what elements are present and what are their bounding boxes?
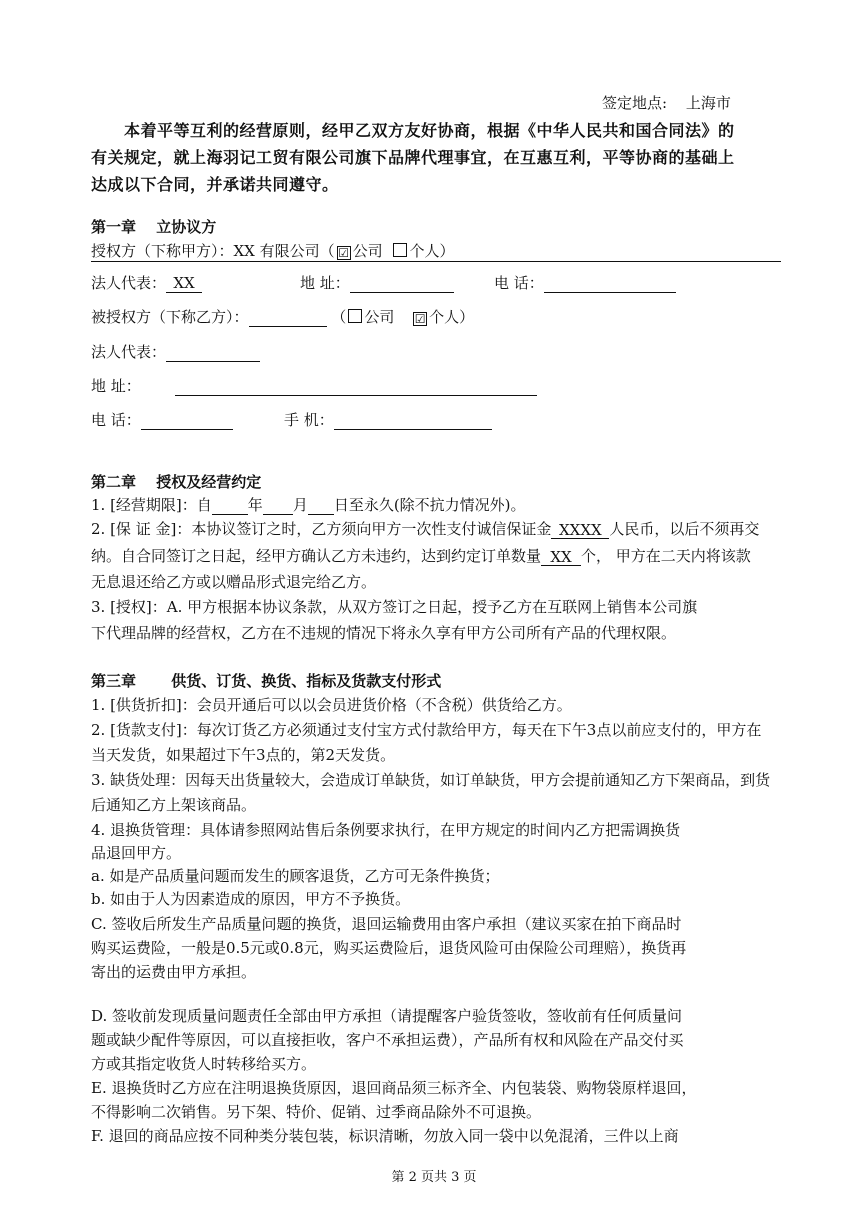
ch2-item-1	[91, 495, 781, 515]
term-month: 月	[292, 496, 308, 514]
b-legal-rep-blank[interactable]	[166, 343, 260, 362]
order-qty[interactable]: XX	[541, 547, 581, 566]
term-year: 年	[247, 496, 263, 514]
ch3-line: 寄出的运费由甲方承担。	[91, 963, 257, 981]
signing-place-label: 签定地点:	[602, 94, 668, 112]
ch3-line: 2. [货款支付]：每次订货乙方必须通过支付宝方式付款给甲方，每天在下午3点以前应支付的，甲方在	[91, 721, 762, 739]
deposit-text-a: 2. [保 证 金]：本协议签订之时，乙方须向甲方一次性支付诚信保证金	[91, 520, 552, 538]
order-qty-text-a: 纳。自合同签订之日起，经甲方确认乙方未违约，达到约定订单数量	[91, 547, 542, 565]
checkbox-individual-b[interactable]: ☑	[414, 312, 426, 326]
legal-rep-value[interactable]: XX	[166, 274, 202, 293]
ch2-item-3-line-2: 下代理品牌的经营权，乙方在不违规的情况下将永久享有甲方公司所有产品的代理权限。	[91, 624, 677, 642]
ch3-line: 3. 缺货处理：因每天出货量较大，会造成订单缺货，如订单缺货，甲方会提前通知乙方下架商品，到货	[91, 771, 771, 789]
order-qty-text-b: 个， 甲方在二天内将该款	[581, 547, 751, 565]
party-b-blank[interactable]	[249, 308, 327, 327]
phone-blank[interactable]	[544, 274, 676, 293]
deposit-amount[interactable]: XXXX	[551, 520, 609, 539]
ch3-line: 后通知乙方上架该商品。	[91, 796, 257, 814]
intro-line-2: 有关规定，就上海羽记工贸有限公司旗下品牌代理事宜，在互惠互利，平等协商的基础上	[91, 148, 735, 167]
ch3-line: b. 如由于人为因素造成的原因，甲方不予换货。	[91, 890, 411, 908]
ch3-line: 当天发货，如果超过下午3点的，第2天发货。	[91, 746, 396, 764]
page-number-footer: 第 2 页共 3 页	[391, 1170, 477, 1185]
ch3-line: 1. [供货折扣]：会员开通后可以以会员进货价格（不含税）供货给乙方。	[91, 696, 572, 714]
signing-place-value: 上海市	[685, 94, 731, 112]
phone-label: 电 话：	[494, 274, 544, 292]
phone-row	[494, 272, 676, 293]
address-row	[300, 272, 454, 293]
party-a-line	[91, 240, 454, 261]
party-b-line	[91, 306, 474, 327]
checkbox-company-b[interactable]	[348, 309, 362, 323]
legal-rep-row	[91, 272, 202, 293]
ch3-line: 题或缺少配件等原因，可以直接拒收，客户不承担运费），产品所有权和风险在产品交付买	[91, 1031, 684, 1049]
b-legal-rep-row	[91, 341, 260, 362]
b-phone-blank[interactable]	[141, 411, 233, 430]
ch3-line: F. 退回的商品应按不同种类分装包装，标识清晰，勿放入同一袋中以免混淆，三件以上商	[91, 1127, 679, 1145]
ch3-line: E. 退换货时乙方应在注明退换货原因，退回商品须三标齐全、内包装袋、购物袋原样退回，	[91, 1079, 697, 1097]
divider	[91, 261, 781, 262]
start-year-blank[interactable]	[212, 496, 248, 515]
start-month-blank[interactable]	[263, 496, 293, 515]
ch3-line: D. 签收前发现质量问题责任全部由甲方承担（请提醒客户验货签收，签收前有任何质量问	[91, 1007, 683, 1025]
intro-line-1: 本着平等互利的经营原则，经甲乙双方友好协商，根据《中华人民共和国合同法》的	[124, 121, 735, 140]
b-legal-rep-label: 法人代表：	[91, 343, 167, 361]
intro-line-3: 达成以下合同，并承诺共同遵守。	[91, 175, 339, 194]
ch3-line: 不得影响二次销售。另下架、特价、促销、过季商品除外不可退换。	[91, 1103, 542, 1121]
party-b-label: 被授权方（下称乙方）：	[91, 308, 249, 326]
b-address-row	[91, 375, 537, 396]
term-text-a: 1. [经营期限]：自	[91, 496, 212, 514]
party-b-opt-individual: 个人）	[429, 308, 475, 326]
b-mobile-row	[284, 409, 492, 430]
ch3-line: a. 如是产品质量问题而发生的顾客退货，乙方可无条件换货；	[91, 867, 500, 885]
deposit-text-b: 人民币，以后不须再交	[609, 520, 760, 538]
party-b-opt-company: 公司	[364, 308, 395, 326]
address-blank[interactable]	[350, 274, 454, 293]
term-text-d: 日至永久(除不抗力情况外)。	[333, 496, 526, 514]
ch3-line: C. 签收后所发生产品质量问题的换货，退回运输费用由客户承担（建议买家在拍下商品时	[91, 915, 682, 933]
b-mobile-label: 手 机：	[284, 411, 334, 429]
ch3-line: 购买运费险，一般是0.5元或0.8元，购买运费险后，退货风险可由保险公司理赔），换货再	[91, 939, 687, 957]
party-a-opt-individual: 个人）	[409, 242, 455, 260]
address-label: 地 址：	[300, 274, 350, 292]
ch2-item-2-line-2	[91, 546, 781, 566]
party-a-opt-company: 公司	[352, 242, 383, 260]
legal-rep-label: 法人代表：	[91, 274, 167, 292]
chapter-1-title: 第一章 立协议方	[91, 218, 217, 236]
b-address-label: 地 址：	[91, 377, 141, 395]
party-a-label: 授权方（下称甲方）：XX 有限公司（	[91, 242, 335, 260]
ch2-item-3-line-1: 3. [授权]：A. 甲方根据本协议条款，从双方签订之日起，授予乙方在互联网上销售本公司旗	[91, 598, 698, 616]
chapter-2-title: 第二章 授权及经营约定	[91, 473, 262, 491]
ch3-line: 方或其指定收货人时转移给买方。	[91, 1055, 317, 1073]
checkbox-individual[interactable]	[393, 243, 407, 257]
start-day-blank[interactable]	[308, 496, 334, 515]
b-mobile-blank[interactable]	[334, 411, 492, 430]
party-b-open: （	[331, 308, 347, 326]
chapter-3-title: 第三章 供货、订货、换货、指标及货款支付形式	[91, 672, 442, 690]
signing-place	[602, 92, 731, 113]
b-phone-label: 电 话：	[91, 411, 141, 429]
b-phone-row	[91, 409, 233, 430]
ch2-item-2-line-1	[91, 519, 781, 539]
ch3-line: 品退回甲方。	[91, 844, 182, 862]
ch2-item-2-line-3: 无息退还给乙方或以赠品形式退完给乙方。	[91, 573, 377, 591]
checkbox-company[interactable]: ☑	[338, 246, 350, 260]
ch3-line: 4. 退换货管理：具体请参照网站售后条例要求执行，在甲方规定的时间内乙方把需调换货	[91, 821, 681, 839]
b-address-blank[interactable]	[175, 377, 537, 396]
